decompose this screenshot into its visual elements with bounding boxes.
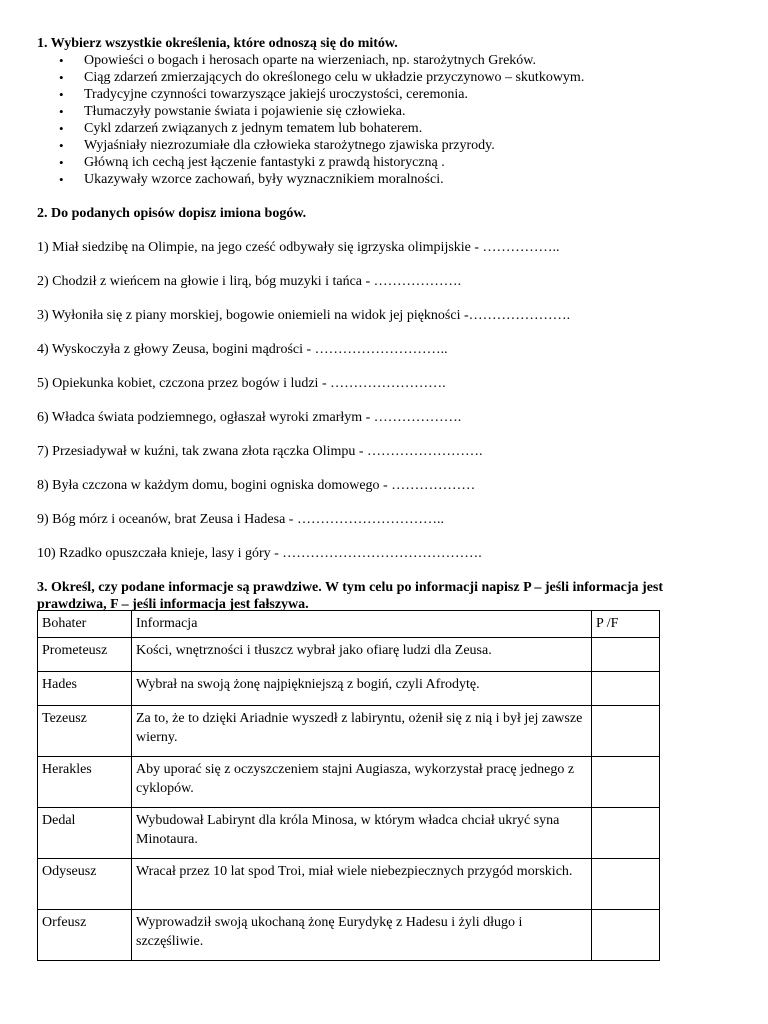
question-2: 2) Chodził z wieńcem na głowie i lirą, bóg muzyki i tańca - ………………. bbox=[37, 274, 462, 289]
info-cell: Wyprowadził swoją ukochaną żonę Eurydykę z Hadesu i żyli długo i szczęśliwie. bbox=[132, 910, 592, 961]
hero-cell: Dedal bbox=[38, 808, 132, 859]
hero-cell: Tezeusz bbox=[38, 706, 132, 757]
list-item-text: Cykl zdarzeń związanych z jednym tematem lub bohaterem. bbox=[84, 121, 423, 136]
bullet-icon: • bbox=[59, 172, 64, 187]
table-row bbox=[38, 859, 660, 910]
answer-cell[interactable] bbox=[592, 808, 660, 859]
answer-cell[interactable] bbox=[592, 757, 660, 808]
table-row bbox=[38, 910, 660, 961]
table-header-row bbox=[38, 611, 660, 638]
answer-cell[interactable] bbox=[592, 910, 660, 961]
list-item-text: Tradycyjne czynności towarzyszące jakiejś uroczystości, ceremonia. bbox=[84, 87, 468, 102]
list-item-text: Ciąg zdarzeń zmierzających do określonego celu w układzie przyczynowo – skutkowym. bbox=[84, 70, 585, 85]
list-item-text: Wyjaśniały niezrozumiałe dla człowieka starożytnego zjawiska przyrody. bbox=[84, 138, 495, 153]
bullet-icon: • bbox=[59, 87, 64, 102]
list-item bbox=[37, 52, 737, 69]
question-10: 10) Rzadko opuszczała knieje, lasy i góry - ……………………………………. bbox=[37, 546, 482, 561]
info-cell: Za to, że to dzięki Ariadnie wyszedł z labiryntu, ożenił się z nią i był jej zawsze wierny. bbox=[132, 706, 592, 757]
list-item bbox=[37, 86, 737, 103]
bullet-icon: • bbox=[59, 155, 64, 170]
hero-cell: Hades bbox=[38, 672, 132, 706]
section3-title: 3. Określ, czy podane informacje są prawdziwe. W tym celu po informacji napisz P – jeśli informacja jest bbox=[37, 580, 664, 595]
bullet-icon: • bbox=[59, 70, 64, 85]
info-cell: Kości, wnętrzności i tłuszcz wybrał jako ofiarę ludzi dla Zeusa. bbox=[132, 638, 592, 672]
question-5: 5) Opiekunka kobiet, czczona przez bogów i ludzi - ……………………. bbox=[37, 376, 446, 391]
answer-cell[interactable] bbox=[592, 638, 660, 672]
list-item-text: Główną ich cechą jest łączenie fantastyki z prawdą historyczną . bbox=[84, 155, 445, 170]
hero-cell: Herakles bbox=[38, 757, 132, 808]
header-pf: P /F bbox=[592, 611, 660, 638]
question-6: 6) Władca świata podziemnego, ogłaszał wyroki zmarłym - ………………. bbox=[37, 410, 462, 425]
bullet-icon: • bbox=[59, 53, 64, 68]
info-cell: Wybrał na swoją żonę najpiękniejszą z bogiń, czyli Afrodytę. bbox=[132, 672, 592, 706]
bullet-icon: • bbox=[59, 138, 64, 153]
list-item bbox=[37, 69, 737, 86]
question-9: 9) Bóg mórz i oceanów, brat Zeusa i Hadesa - ………………………….. bbox=[37, 512, 444, 527]
info-cell: Aby uporać się z oczyszczeniem stajni Augiasza, wykorzystał pracę jednego z cyklopów. bbox=[132, 757, 592, 808]
list-item-text: Tłumaczyły powstanie świata i pojawienie się człowieka. bbox=[84, 104, 406, 119]
hero-cell: Odyseusz bbox=[38, 859, 132, 910]
section1-title: 1. Wybierz wszystkie określenia, które odnoszą się do mitów. bbox=[37, 36, 398, 51]
list-item-text: Ukazywały wzorce zachowań, były wyznacznikiem moralności. bbox=[84, 172, 444, 187]
question-4: 4) Wyskoczyła z głowy Zeusa, bogini mądrości - ……………………….. bbox=[37, 342, 448, 357]
table-row bbox=[38, 638, 660, 672]
info-cell: Wracał przez 10 lat spod Troi, miał wiele niebezpiecznych przygód morskich. bbox=[132, 859, 592, 910]
list-item bbox=[37, 137, 737, 154]
info-cell: Wybudował Labirynt dla króla Minosa, w którym władca chciał ukryć syna Minotaura. bbox=[132, 808, 592, 859]
answer-cell[interactable] bbox=[592, 706, 660, 757]
table-row bbox=[38, 808, 660, 859]
bullet-icon: • bbox=[59, 104, 64, 119]
header-info: Informacja bbox=[132, 611, 592, 638]
section1-list bbox=[37, 52, 737, 188]
question-8: 8) Była czczona w każdym domu, bogini ogniska domowego - ……………… bbox=[37, 478, 476, 493]
section3-title-cont: prawdziwa, F – jeśli informacja jest fałszywa. bbox=[37, 597, 309, 612]
answer-cell[interactable] bbox=[592, 859, 660, 910]
section2-title: 2. Do podanych opisów dopisz imiona bogów. bbox=[37, 206, 307, 221]
true-false-table bbox=[37, 610, 660, 961]
answer-cell[interactable] bbox=[592, 672, 660, 706]
question-7: 7) Przesiadywał w kuźni, tak zwana złota rączka Olimpu - ……………………. bbox=[37, 444, 483, 459]
table-row bbox=[38, 706, 660, 757]
list-item-text: Opowieści o bogach i herosach oparte na wierzeniach, np. starożytnych Greków. bbox=[84, 53, 536, 68]
hero-cell: Orfeusz bbox=[38, 910, 132, 961]
header-hero: Bohater bbox=[38, 611, 132, 638]
table-row bbox=[38, 672, 660, 706]
table-row bbox=[38, 757, 660, 808]
list-item bbox=[37, 120, 737, 137]
question-1: 1) Miał siedzibę na Olimpie, na jego cześć odbywały się igrzyska olimpijskie - …………….. bbox=[37, 240, 560, 255]
question-3: 3) Wyłoniła się z piany morskiej, bogowie oniemieli na widok jej piękności -…………………. bbox=[37, 308, 571, 323]
hero-cell: Prometeusz bbox=[38, 638, 132, 672]
list-item bbox=[37, 154, 737, 171]
list-item bbox=[37, 103, 737, 120]
worksheet bbox=[37, 35, 737, 613]
bullet-icon: • bbox=[59, 121, 64, 136]
list-item bbox=[37, 171, 737, 188]
